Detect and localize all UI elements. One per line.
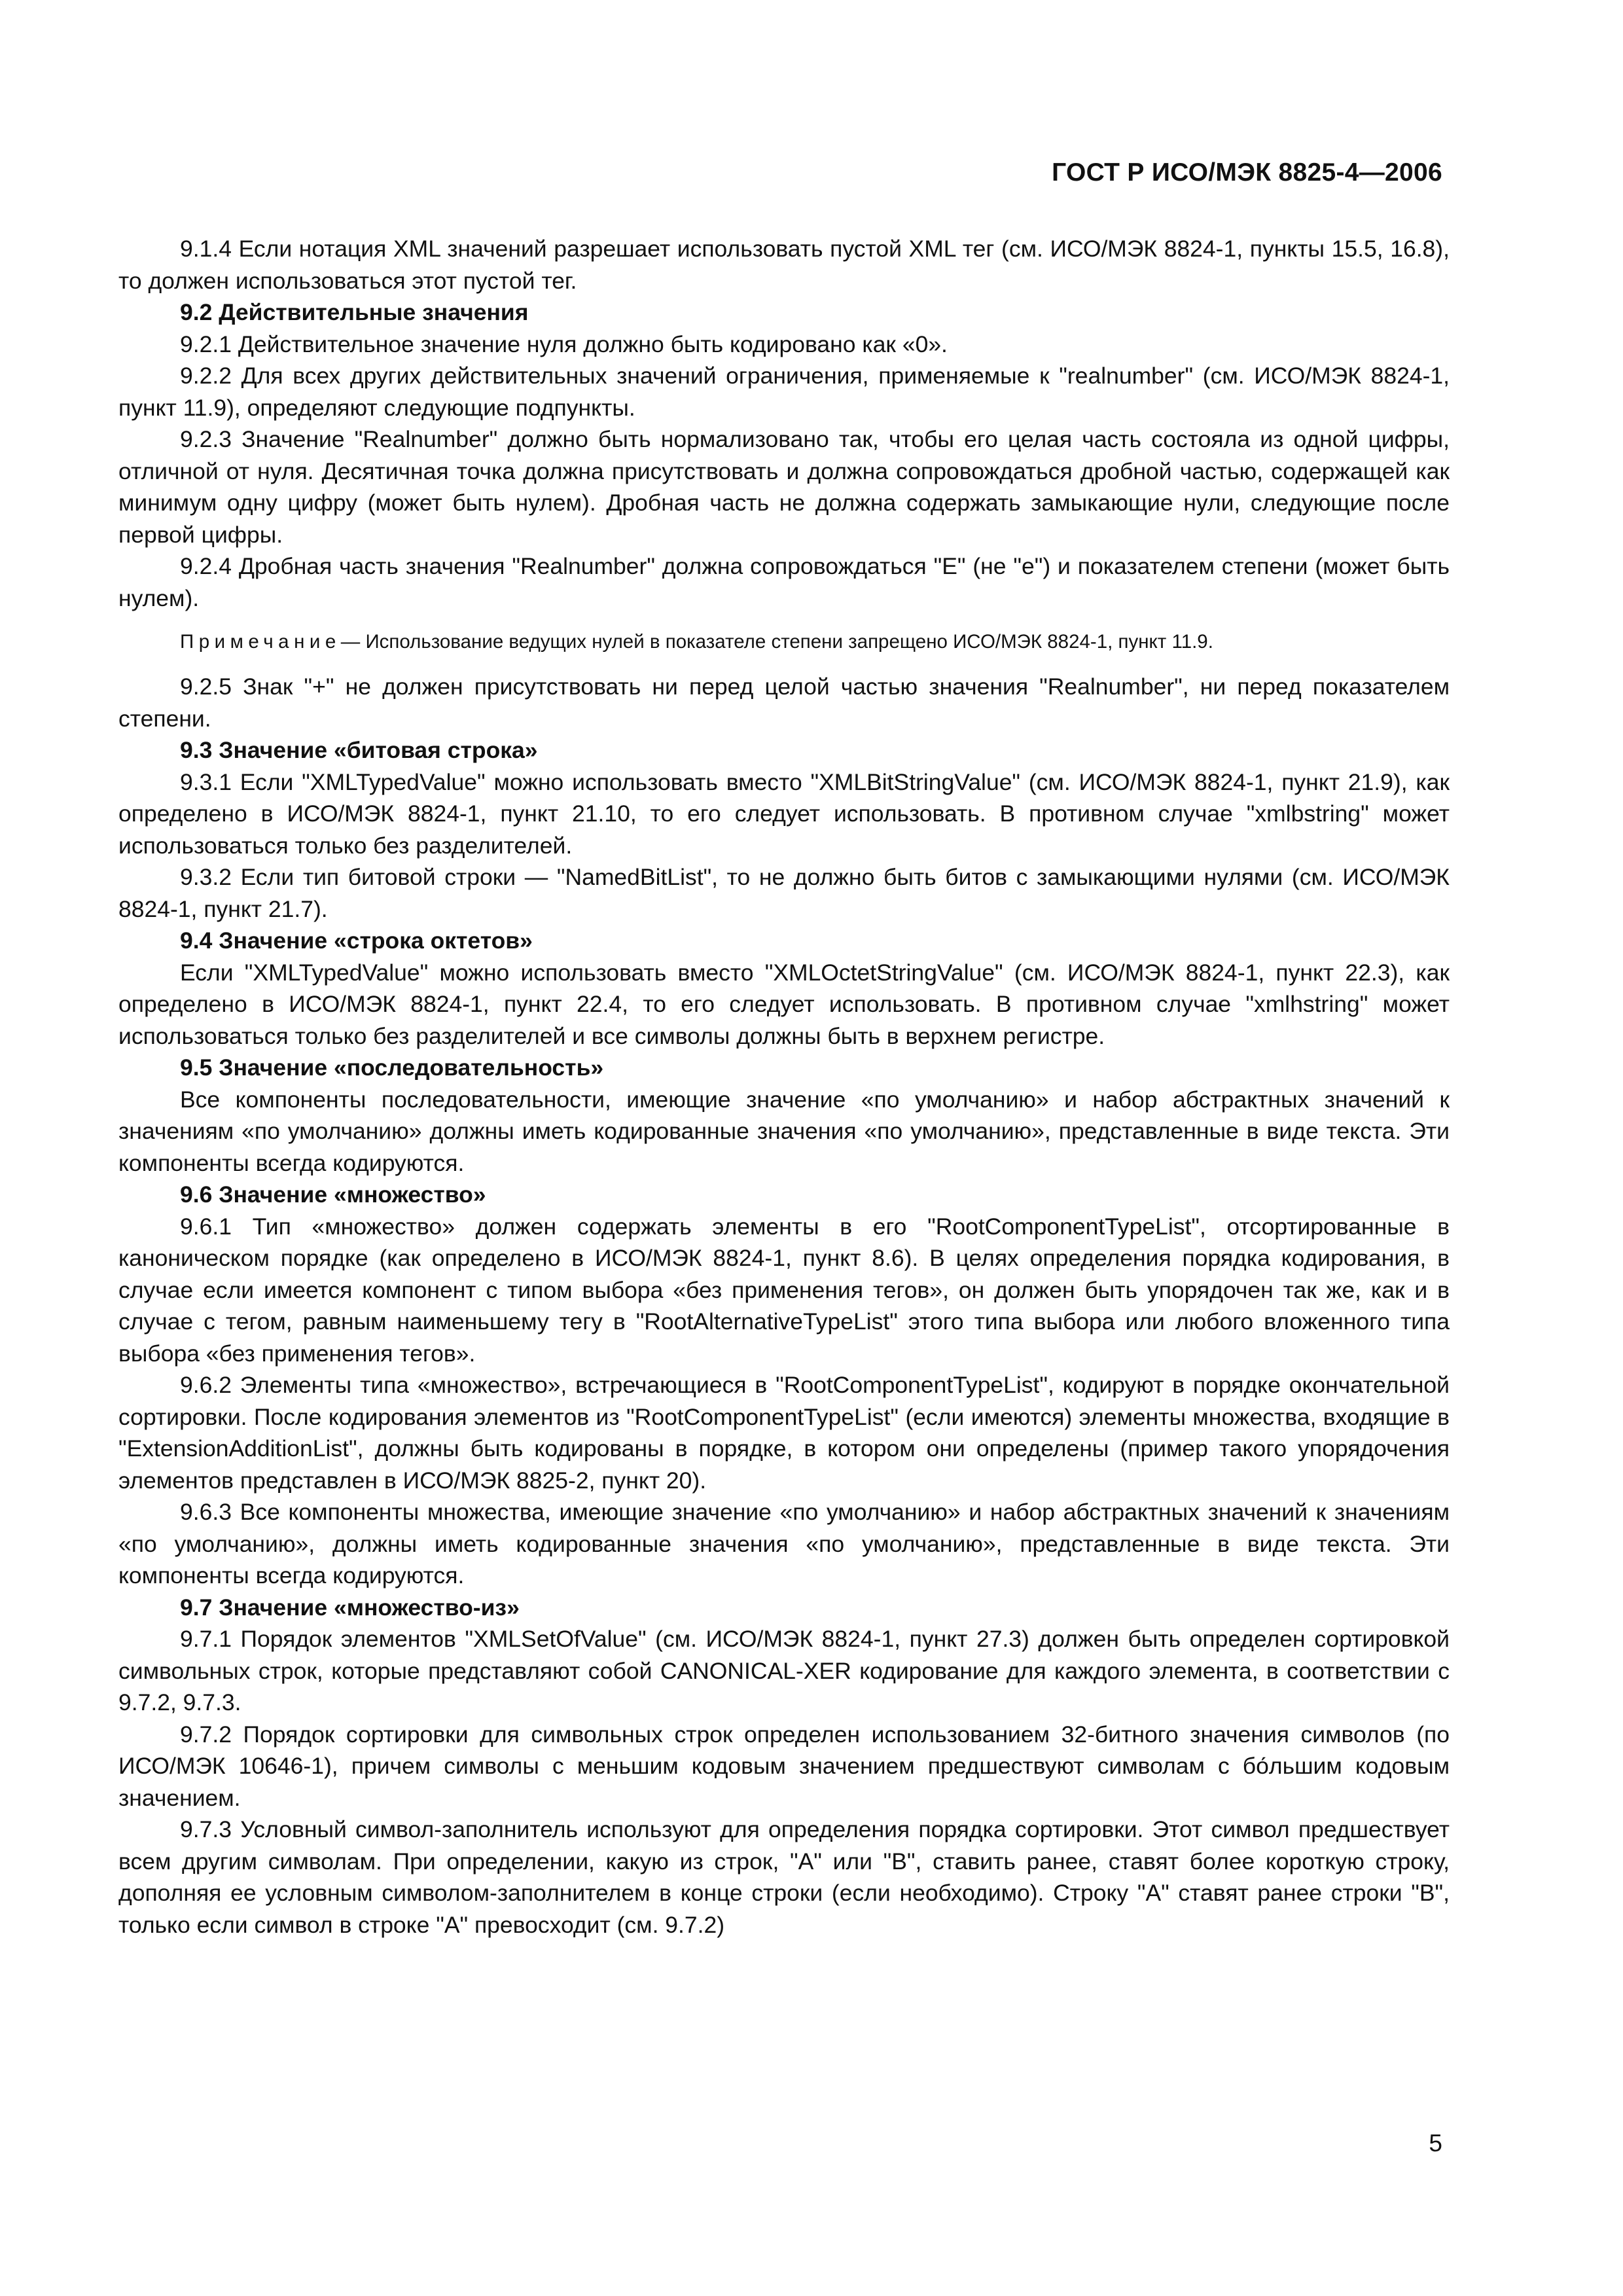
body-paragraph: 9.6.1 Тип «множество» должен содержать элементы в его "RootComponentTypeList", отсортированные в каноническом порядке (как определено в ИСО/МЭК 8824-1, пункт 8.6). В целях определения порядка кодирования, в случае если имеется компонент с типом выбора «без применения тегов», он должен быть упорядочен так же, как и в случае с тегом, равным наименьшему тегу в "RootAlternativeTypeList" этого типа выбора или любого вложенного типа выбора «без применения тегов». (118, 1213, 1450, 1367)
section-heading: 9.2 Действительные значения (180, 299, 529, 325)
body-paragraph: 9.3.2 Если тип битовой строки — "NamedBitList", то не должно быть битов с замыкающими нулями (см. ИСО/МЭК 8824-1, пункт 21.7). (118, 864, 1450, 922)
note-text: — Использование ведущих нулей в показателе степени запрещено ИСО/МЭК 8824-1, пункт 11.9. (340, 631, 1213, 653)
section-heading: 9.6 Значение «множество» (180, 1181, 486, 1208)
body-paragraph: 9.2.1 Действительное значение нуля должно быть кодировано как «0». (180, 331, 948, 357)
page-body (118, 233, 1450, 1941)
body-paragraph: 9.2.3 Значение "Realnumber" должно быть нормализовано так, чтобы его целая часть состояла из одной цифры, отличной от нуля. Десятичная точка должна присутствовать и должна сопровождаться дробной частью, содержащей как минимум одну цифру (может быть нулем). Дробная часть не должна содержать замыкающие нули, следующие после первой цифры. (118, 426, 1450, 548)
section-heading: 9.5 Значение «последовательность» (180, 1054, 604, 1081)
page-number: 5 (1429, 2130, 1442, 2157)
body-paragraph: Если "XMLTypedValue" можно использовать вместо "XMLOctetStringValue" (см. ИСО/МЭК 8824-1, пункт 22.3), как определено в ИСО/МЭК 8824-1, пункт 22.4, то его следует использовать. В противном случае "xmlhstring" может использоваться только без разделителей и все символы должны быть в верхнем регистре. (118, 959, 1450, 1049)
body-paragraph: 9.2.5 Знак "+" не должен присутствовать ни перед целой частью значения "Realnumber", ни перед показателем степени. (118, 673, 1450, 732)
note-paragraph (118, 628, 1450, 655)
body-paragraph: 9.7.1 Порядок элементов "XMLSetOfValue" (см. ИСО/МЭК 8824-1, пункт 27.3) должен быть определен сортировкой символьных строк, которые представляют собой CANONICAL-XER кодирование для каждого элемента, в соответствии с 9.7.2, 9.7.3. (118, 1626, 1450, 1715)
body-paragraph: 9.2.4 Дробная часть значения "Realnumber" должна сопровождаться "E" (не "e") и показателем степени (может быть нулем). (118, 553, 1450, 611)
body-paragraph: 9.7.3 Условный символ-заполнитель используют для определения порядка сортировки. Этот символ предшествует всем другим символам. При определении, какую из строк, "A" или "B", ставить ранее, ставят более короткую строку, дополняя ее условным символом-заполнителем в конце строки (если необходимо). Строку "A" ставят ранее строки "B", только если символ в строке "A" превосходит (см. 9.7.2) (118, 1816, 1450, 1938)
section-heading: 9.4 Значение «строка октетов» (180, 927, 533, 954)
standard-designation: ГОСТ Р ИСО/МЭК 8825-4—2006 (1052, 158, 1442, 187)
body-paragraph: Все компоненты последовательности, имеющие значение «по умолчанию» и набор абстрактных значений к значениям «по умолчанию» должны иметь кодированные значения «по умолчанию», представленные в виде текста. Эти компоненты всегда кодируются. (118, 1086, 1450, 1176)
body-paragraph: 9.2.2 Для всех других действительных значений ограничения, применяемые к "realnumber" (см. ИСО/МЭК 8824-1, пункт 11.9), определяют следующие подпункты. (118, 363, 1450, 421)
body-paragraph: 9.3.1 Если "XMLTypedValue" можно использовать вместо "XMLBitStringValue" (см. ИСО/МЭК 8824-1, пункт 21.9), как определено в ИСО/МЭК 8824-1, пункт 21.10, то его следует использовать. В противном случае "xmlbstring" может использоваться только без разделителей. (118, 768, 1450, 859)
note-label: Примечание (180, 631, 341, 653)
section-heading: 9.7 Значение «множество-из» (180, 1594, 520, 1621)
body-paragraph: 9.6.2 Элементы типа «множество», встречающиеся в "RootComponentTypeList", кодируют в порядке окончательной сортировки. После кодирования элементов из "RootComponentTypeList" (если имеются) элементы множества, входящие в "ExtensionAdditionList", должны быть кодированы в порядке, в котором они определены (пример такого упорядочения элементов представлен в ИСО/МЭК 8825-2, пункт 20). (118, 1372, 1450, 1494)
body-paragraph: 9.6.3 Все компоненты множества, имеющие значение «по умолчанию» и набор абстрактных значений к значениям «по умолчанию», должны иметь кодированные значения «по умолчанию», представленные в виде текста. Эти компоненты всегда кодируются. (118, 1499, 1450, 1588)
section-heading: 9.3 Значение «битовая строка» (180, 737, 538, 763)
body-paragraph: 9.7.2 Порядок сортировки для символьных строк определен использованием 32-битного значения символов (по ИСО/МЭК 10646-1), причем символы с меньшим кодовым значением предшествуют символам с бо́льшим кодовым значением. (118, 1721, 1450, 1811)
body-paragraph: 9.1.4 Если нотация XML значений разрешает использовать пустой XML тег (см. ИСО/МЭК 8824-1, пункты 15.5, 16.8), то должен использоваться этот пустой тег. (118, 236, 1450, 294)
